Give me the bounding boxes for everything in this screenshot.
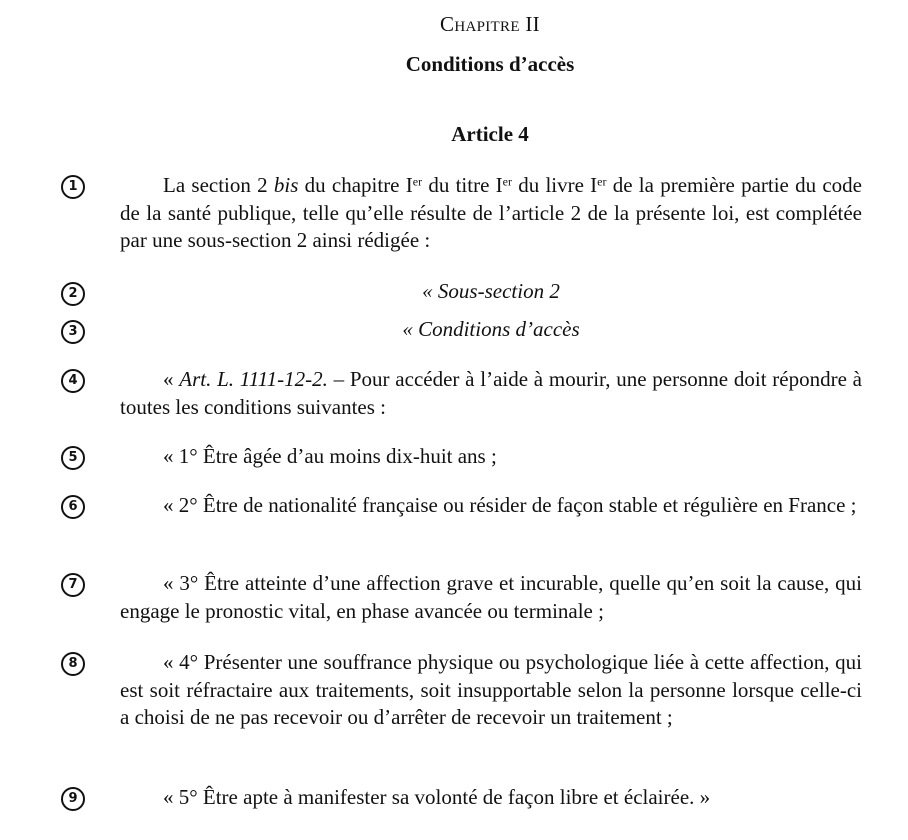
superscript: er bbox=[502, 174, 512, 189]
alinea-number-badge: 6 bbox=[61, 495, 85, 519]
alinea-number-badge: 1 bbox=[61, 175, 85, 199]
alinea-text: « 2° Être de nationalité française ou résider de façon stable et régulière en France ; bbox=[163, 493, 857, 517]
alinea-text: « 3° Être atteinte d’une affection grave et incurable, quelle qu’en soit la cause, qui engage le pronostic vital, en phase avancée ou terminale ; bbox=[120, 571, 862, 623]
chapter-heading: Chapitre II bbox=[440, 12, 540, 36]
alinea-number-badge: 3 bbox=[61, 320, 85, 344]
text-segment: « bbox=[163, 367, 180, 391]
article-reference: Art. L. 1111-12-2. bbox=[179, 367, 328, 391]
alinea-number-badge: 7 bbox=[61, 573, 85, 597]
text-segment: du livre I bbox=[511, 173, 598, 197]
text-segment: de la première partie du code de la santé publique, telle qu’elle résulte de l’article 2 de la présente loi, est complétée par une sous-section 2 ainsi rédigée : bbox=[120, 173, 863, 252]
alinea-text: « 4° Présenter une souffrance physique ou psychologique liée à cette affection, qui est soit réfractaire aux traitements, soit insupportable selon la personne lorsque celle-ci a choisi de ne pas recevoir ou d’arrêter de recevoir un traitement ; bbox=[120, 650, 862, 729]
text-segment: – Pour accéder à l’aide à mourir, une personne doit répondre à toutes les conditions suivantes : bbox=[120, 367, 862, 419]
superscript: er bbox=[412, 174, 423, 189]
alinea-text bbox=[120, 366, 862, 421]
text-segment: du chapitre I bbox=[298, 173, 413, 197]
article-heading: Article 4 bbox=[451, 122, 529, 146]
alinea-number-badge: 5 bbox=[61, 446, 85, 470]
text-segment-italic: bis bbox=[273, 173, 299, 197]
alinea-number-badge: 2 bbox=[61, 282, 85, 306]
alinea-text: « 1° Être âgée d’au moins dix-huit ans ; bbox=[163, 444, 497, 468]
alinea-text: « 5° Être apte à manifester sa volonté de façon libre et éclairée. » bbox=[163, 785, 711, 809]
superscript: er bbox=[597, 174, 607, 189]
alinea-text: « Conditions d’accès bbox=[402, 317, 580, 341]
alinea-number-badge: 4 bbox=[61, 369, 85, 393]
alinea-number-badge: 9 bbox=[61, 787, 85, 811]
section-heading: Conditions d’accès bbox=[405, 52, 575, 76]
alinea-number-badge: 8 bbox=[61, 652, 85, 676]
text-segment: La section 2 bbox=[163, 173, 274, 197]
alinea-text: « Sous-section 2 bbox=[422, 279, 560, 303]
alinea-text bbox=[120, 172, 862, 255]
text-segment: du titre I bbox=[422, 173, 503, 197]
